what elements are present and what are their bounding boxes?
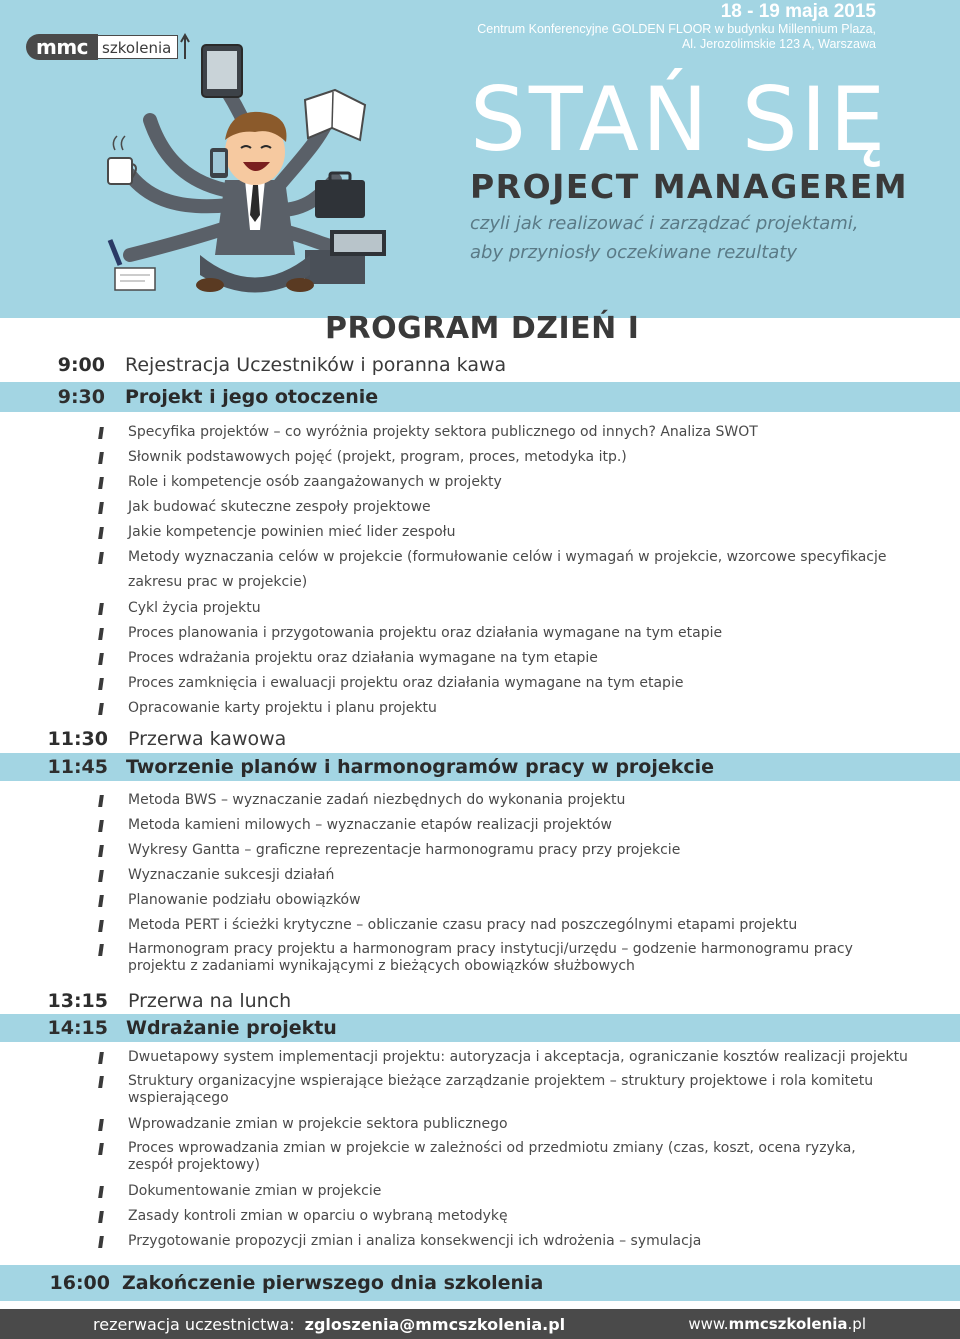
list-item: Wykresy Gantta – graficzne reprezentacje harmonogramu pracy przy projekcie xyxy=(96,838,926,863)
list-item: Jakie kompetencje powinien mieć lider zespołu xyxy=(96,520,926,545)
session-row-highlight xyxy=(0,1014,960,1042)
topic-list xyxy=(96,420,926,721)
session-time: 13:15 xyxy=(47,989,108,1012)
list-item: Proces planowania i przygotowania projektu oraz działania wymagane na tym etapie xyxy=(96,621,926,646)
bullet-icon xyxy=(98,795,104,807)
header-banner xyxy=(0,0,960,318)
bullet-icon xyxy=(98,477,104,489)
list-item: Harmonogram pracy projektu a harmonogram pracy instytucji/urzędu – godzenie harmonogramu pracy projektu z zadaniami wynikającymi z bieżących obowiązków służbowych xyxy=(96,938,926,978)
session-row xyxy=(0,987,960,1014)
session-time: 11:30 xyxy=(47,728,108,750)
session-time: 14:15 xyxy=(47,1017,108,1039)
session-row-highlight xyxy=(0,382,960,412)
tagline-line2: aby przyniosły oczekiwane rezultaty xyxy=(470,242,798,263)
list-item: Jak budować skuteczne zespoły projektowe xyxy=(96,495,926,520)
bullet-icon xyxy=(98,703,104,715)
bullet-icon xyxy=(98,920,104,932)
topic-list xyxy=(96,788,926,978)
bullet-icon xyxy=(98,502,104,514)
list-item: Metody wyznaczania celów w projekcie (formułowanie celów i wymagań w projekcie, wzorcowe specyfikacje zakresu prac w projekcie) xyxy=(96,545,926,596)
list-item: Zasady kontroli zmian w oparciu o wybraną metodykę xyxy=(96,1204,926,1229)
session-time: 9:00 xyxy=(57,354,105,376)
session-time: 11:45 xyxy=(47,756,108,778)
list-item: Planowanie podziału obowiązków xyxy=(96,888,926,913)
event-venue-line2: Al. Jerozolimskie 123 A, Warszawa xyxy=(681,37,876,51)
bullet-icon xyxy=(98,427,104,439)
list-item: Metoda kamieni milowych – wyznaczanie etapów realizacji projektów xyxy=(96,813,926,838)
session-row xyxy=(0,725,960,753)
logo-mmc: mmc xyxy=(26,34,98,60)
session-row-highlight xyxy=(0,753,960,781)
session-label: Zakończenie pierwszego dnia szkolenia xyxy=(122,1272,544,1294)
headline-block xyxy=(470,70,930,264)
bullet-icon xyxy=(98,653,104,665)
reservation-label: rezerwacja uczestnictwa: xyxy=(93,1314,295,1334)
multitasking-manager-illustration xyxy=(60,40,450,310)
event-venue-line1: Centrum Konferencyjne GOLDEN FLOOR w budynku Millennium Plaza, xyxy=(477,22,876,36)
bullet-icon xyxy=(98,1143,104,1155)
bullet-icon xyxy=(98,527,104,539)
bullet-icon xyxy=(98,1211,104,1223)
headline-sub: PROJECT MANAGEREM xyxy=(470,167,909,206)
list-item: Metoda PERT i ścieżki krytyczne – obliczanie czasu pracy nad poszczególnymi etapami projektu xyxy=(96,913,926,938)
list-item: Metoda BWS – wyznaczanie zadań niezbędnych do wykonania projektu xyxy=(96,788,926,813)
program-title: PROGRAM DZIEŃ I xyxy=(325,311,640,346)
bullet-icon xyxy=(98,1236,104,1248)
bullet-icon xyxy=(98,845,104,857)
bullet-icon xyxy=(98,678,104,690)
bullet-icon xyxy=(98,603,104,615)
footer-bar xyxy=(0,1309,960,1339)
session-time: 16:00 xyxy=(49,1272,110,1294)
event-info xyxy=(477,2,876,52)
list-item: Specyfika projektów – co wyróżnia projekty sektora publicznego od innych? Analiza SWOT xyxy=(96,420,926,445)
bullet-icon xyxy=(98,1076,104,1088)
bullet-icon xyxy=(98,870,104,882)
session-label: Przerwa kawowa xyxy=(128,728,287,750)
session-row-end xyxy=(0,1265,960,1301)
list-item: Role i kompetencje osób zaangażowanych w projekty xyxy=(96,470,926,495)
list-item: Cykl życia projektu xyxy=(96,596,926,621)
headline-main: STAŃ SIĘ xyxy=(470,68,889,171)
list-item: Przygotowanie propozycji zmian i analiza konsekwencji ich wdrożenia – symulacja xyxy=(96,1229,926,1254)
bullet-icon xyxy=(98,1119,104,1131)
list-item: Struktury organizacyjne wspierające bieżące zarządzanie projektem – struktury projektowe i rola komitetu wspierającego xyxy=(96,1070,926,1112)
session-time: 9:30 xyxy=(57,386,105,408)
bullet-icon xyxy=(98,552,104,564)
bullet-icon xyxy=(98,1052,104,1064)
bullet-icon xyxy=(98,820,104,832)
website-link[interactable]: www.mmcszkolenia.pl xyxy=(688,1315,866,1333)
list-item: Dwuetapowy system implementacji projektu: autoryzacja i akceptacja, ograniczanie kosztów realizacji projektu xyxy=(96,1045,926,1070)
reservation-email-link[interactable]: zgloszenia@mmcszkolenia.pl xyxy=(304,1314,566,1334)
list-item: Proces wprowadzania zmian w projekcie w zależności od przedmiotu zmiany (czas, koszt, ocena ryzyka, zespół projektowy) xyxy=(96,1137,926,1179)
logo-suffix: szkolenia xyxy=(98,35,178,59)
session-label: Wdrażanie projektu xyxy=(126,1017,337,1039)
event-date: 18 - 19 maja 2015 xyxy=(720,1,876,22)
session-label: Przerwa na lunch xyxy=(128,989,292,1012)
session-label: Rejestracja Uczestników i poranna kawa xyxy=(125,354,507,376)
list-item: Dokumentowanie zmian w projekcie xyxy=(96,1179,926,1204)
list-item: Proces zamknięcia i ewaluacji projektu oraz działania wymagane na tym etapie xyxy=(96,671,926,696)
session-label: Tworzenie planów i harmonogramów pracy w projekcie xyxy=(126,756,715,778)
session-label: Projekt i jego otoczenie xyxy=(125,386,379,408)
bullet-icon xyxy=(98,944,104,956)
list-item: Wyznaczanie sukcesji działań xyxy=(96,863,926,888)
list-item: Wprowadzanie zmian w projekcie sektora publicznego xyxy=(96,1112,926,1137)
bullet-icon xyxy=(98,452,104,464)
list-item: Proces wdrażania projektu oraz działania wymagane na tym etapie xyxy=(96,646,926,671)
tagline-line1: czyli jak realizować i zarządzać projektami, xyxy=(470,213,859,234)
topic-list xyxy=(96,1045,926,1254)
bullet-icon xyxy=(98,1186,104,1198)
bullet-icon xyxy=(98,628,104,640)
list-item: Opracowanie karty projektu i planu projektu xyxy=(96,696,926,721)
session-row xyxy=(0,350,960,380)
bullet-icon xyxy=(98,895,104,907)
list-item: Słownik podstawowych pojęć (projekt, program, proces, metodyka itp.) xyxy=(96,445,926,470)
